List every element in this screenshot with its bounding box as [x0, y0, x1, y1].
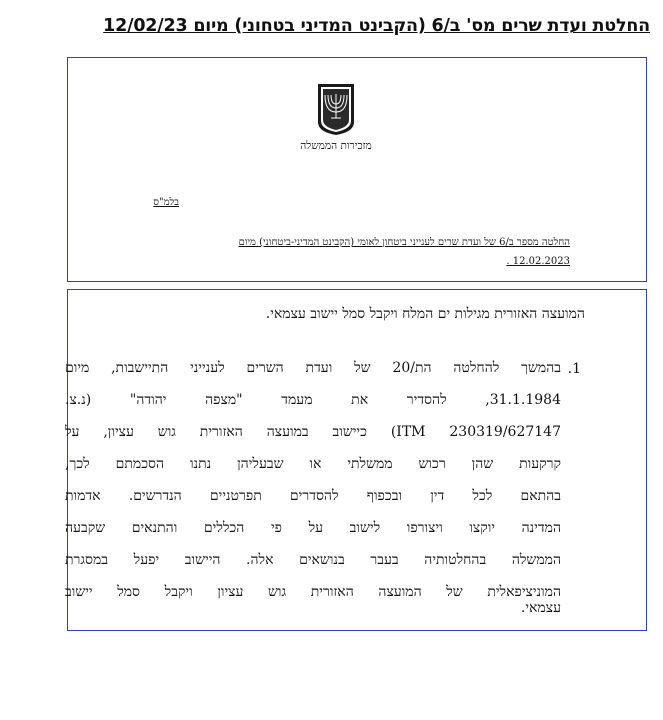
- paragraph-line: בהמשך להחלטה הת/20 של ועדת השרים לענייני התיישבות, מיום: [65, 360, 561, 376]
- state-emblem-icon: [315, 82, 357, 136]
- decision-line: החלטה מספר ב/6 של ועדת שרים לענייני ביטחון לאומי (הקבינט המדיני-ביטחוני) מיום: [238, 237, 570, 248]
- paragraph-line: קרקעות שהן רכוש ממשלתי או שבעליהן נתנו הסכמתם לכך,: [65, 456, 561, 472]
- letterhead-frame: [67, 57, 647, 282]
- page-title: החלטת ועדת שרים מס' ב/6 (הקבינט המדיני בטחוני) מיום 12/02/23: [103, 16, 650, 36]
- decision-date-line: 12.02.2023 .: [506, 256, 570, 267]
- paragraph-line: ITM 230319/627147) כיישוב במועצה האזורית גוש עציון, על: [65, 424, 561, 440]
- paragraph-line: המדינה יוקצו ויצורפו לישוב על פי הכללים והתנאים שקבעה: [65, 520, 561, 536]
- paragraph-line: הממשלה בהחלטותיה בעבר בנושאים אלה. היישוב יפעל במסגרת: [65, 552, 561, 568]
- paragraph-line: עצמאי.: [520, 600, 561, 616]
- paragraph-number: .1: [567, 361, 581, 377]
- office-name: מזכירות הממשלה: [300, 140, 372, 152]
- paragraph-line: בהתאם לכל דין ובכפוף להסדרים תפרטניים הנדרשים. אדמות: [65, 488, 561, 504]
- decision-subject: המועצה האזורית מגילות ים המלח ויקבל סמל יישוב עצמאי.: [265, 306, 585, 322]
- classification-label: בלמ"ס: [153, 197, 179, 208]
- paragraph-line: המוניציפאלית של המועצה האזורית גוש עציון ויקבל סמל יישוב: [65, 584, 561, 600]
- paragraph-line: 31.1.1984, להסדיר את מעמד "מצפה יהודה" (נ.צ.: [65, 392, 561, 408]
